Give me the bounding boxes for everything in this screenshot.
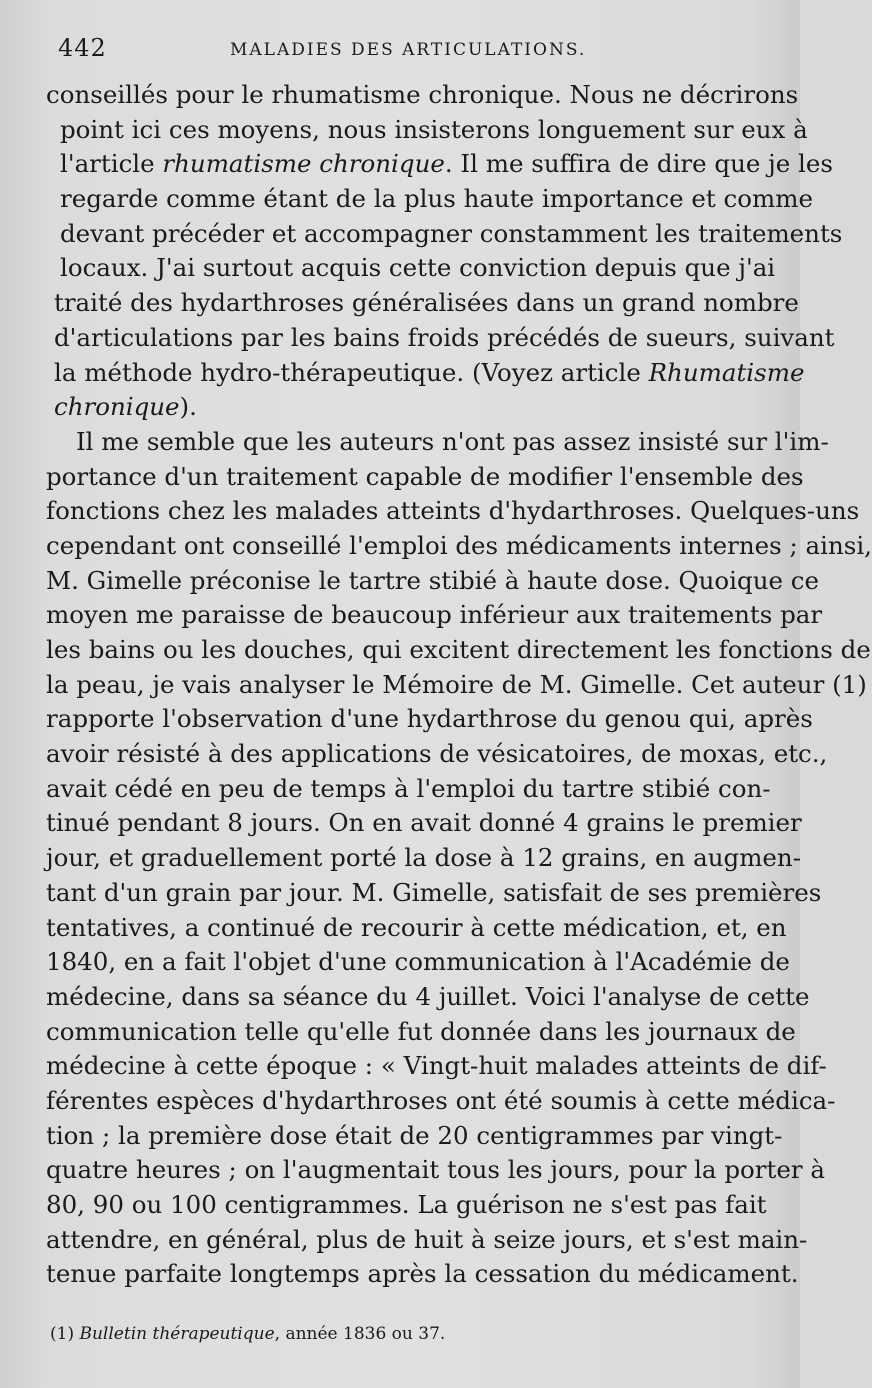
text-line: médecine, dans sa séance du 4 juillet. Voici l'analyse de cette [46,981,810,1011]
text-line: communication telle qu'elle fut donnée dans les journaux de [46,1016,796,1046]
text-line: attendre, en général, plus de huit à seize jours, et s'est main- [46,1224,808,1254]
text-line: locaux. J'ai surtout acquis cette conviction depuis que j'ai [60,253,776,283]
text-line: point ici ces moyens, nous insisterons longuement sur eux à [60,114,808,144]
text-line: fonctions chez les malades atteints d'hydarthroses. Quelques-uns [46,496,860,526]
text-line: moyen me paraisse de beaucoup inférieur aux traitements par [46,600,823,630]
text-line: quatre heures ; on l'augmentait tous les jours, pour la porter à [46,1155,825,1185]
page-body [46,78,872,1292]
text-line: tion ; la première dose était de 20 centigrammes par vingt- [46,1120,783,1150]
text-line: d'articulations par les bains froids précédés de sueurs, suivant [54,322,835,352]
italic-term: rhumatisme chronique [162,149,445,179]
italic-term: chronique [54,392,180,422]
text-line: férentes espèces d'hydarthroses ont été soumis à cette médica- [46,1085,836,1115]
text-line: 80, 90 ou 100 centigrammes. La guérison ne s'est pas fait [46,1190,767,1219]
page-number: 442 [58,34,107,62]
footnote-text: , année 1836 ou 37. [274,1324,446,1344]
paragraph-1 [46,78,843,425]
text-line: M. Gimelle préconise le tartre stibié à haute dose. Quoique ce [46,565,819,595]
text-line: traité des hydarthroses généralisées dans un grand nombre [54,288,799,318]
text-line: avoir résisté à des applications de vésicatoires, de moxas, etc., [46,739,828,769]
text-line: Il me semble que les auteurs n'ont pas assez insisté sur l'im- [76,426,829,456]
text-line: rapporte l'observation d'une hydarthrose du genou qui, après [46,704,813,734]
paragraph-2 [46,425,872,1292]
text-line: cependant ont conseillé l'emploi des médicaments internes ; ainsi, [46,530,872,560]
page-header [58,34,760,70]
text-line: conseillés pour le rhumatisme chronique. Nous ne décrirons [46,80,799,109]
running-title: MALADIES DES ARTICULATIONS. [230,40,587,60]
text-line: la méthode hydro-thérapeutique. (Voyez article Rhumatisme [54,357,805,387]
text-line: médecine à cette époque : « Vingt-huit malades atteints de dif- [46,1051,827,1081]
text-line: avait cédé en peu de temps à l'emploi du tartre stibié con- [46,773,771,803]
text-line: l'article rhumatisme chronique. Il me suffira de dire que je les [60,149,833,179]
text-line: tinué pendant 8 jours. On en avait donné 4 grains le premier [46,808,802,838]
text-line: regarde comme étant de la plus haute importance et comme [60,184,813,214]
text-line: tant d'un grain par jour. M. Gimelle, satisfait de ses premières [46,877,822,907]
text-line: tenue parfaite longtemps après la cessation du médicament. [46,1259,799,1289]
text-line: chronique). [54,392,197,422]
footnote-marker: (1) [50,1324,80,1344]
text-line: la peau, je vais analyser le Mémoire de M. Gimelle. Cet auteur (1) [46,669,867,699]
text-line: devant précéder et accompagner constamment les traitements [60,218,843,248]
text-line: portance d'un traitement capable de modifier l'ensemble des [46,461,804,491]
footnote-source: Bulletin thérapeutique [79,1324,275,1344]
text-line: 1840, en a fait l'objet d'une communication à l'Académie de [46,947,790,977]
footnote [50,1324,445,1344]
text-line: jour, et graduellement porté la dose à 12 grains, en augmen- [46,843,801,873]
text-line: les bains ou les douches, qui excitent directement les fonctions de [46,635,871,664]
text-line: tentatives, a continué de recourir à cette médication, et, en [46,912,787,942]
italic-term: Rhumatisme [648,357,805,387]
